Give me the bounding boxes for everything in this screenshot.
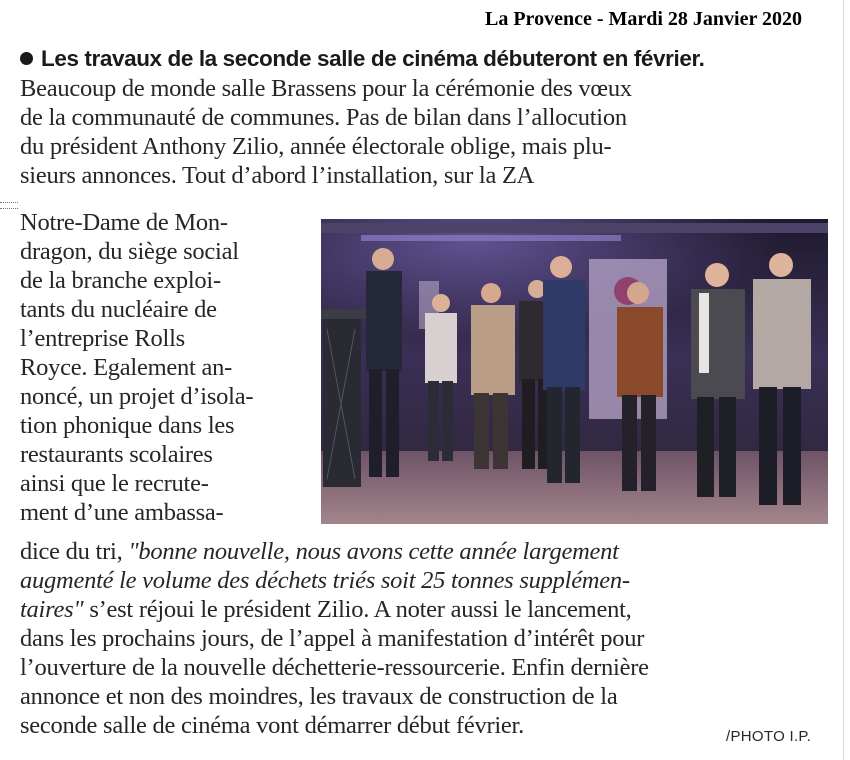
body-text: s’est réjoui le président Zilio. A noter aussi le lancement, [83,596,632,623]
column-marker [0,202,18,209]
body-line: dans les prochains jours, de l’appel à manifestation d’intérêt pour [20,625,645,652]
body-line: dragon, du siège social [20,238,239,265]
quote-text: taires" [20,596,84,623]
quote-text: "bonne nouvelle, nous avons cette année largement [128,538,619,565]
body-line: restaurants scolaires [20,441,213,468]
body-line: seconde salle de cinéma vont démarrer début février. [20,712,524,739]
photo-credit: /PHOTO I.P. [726,728,812,745]
body-line: ainsi que le recrute- [20,470,209,497]
headline-text: Les travaux de la seconde salle de cinéma débuteront en février. [41,46,705,71]
column-rule [843,0,844,760]
body-line: annonce et non des moindres, les travaux de construction de la [20,683,618,710]
body-line: tion phonique dans les [20,412,235,439]
body-line [20,537,619,566]
ceremony-photo-illustration [321,219,828,524]
ceremony-photo [321,219,828,524]
newspaper-masthead: La Provence - Mardi 28 Janvier 2020 [485,8,802,30]
quote-line: augmenté le volume des déchets triés soit 25 tonnes supplémen- [20,567,630,594]
body-line: l’ouverture de la nouvelle déchetterie-ressourcerie. Enfin dernière [20,654,649,681]
body-line: de la communauté de communes. Pas de bilan dans l’allocution [20,104,627,131]
bullet-icon [20,52,33,65]
article-headline [20,44,810,74]
body-line: ment d’une ambassa- [20,499,224,526]
body-line: Beaucoup de monde salle Brassens pour la cérémonie des vœux [20,75,632,102]
body-text: dice du tri, [20,538,129,565]
body-line: de la branche exploi- [20,267,221,294]
body-line: du président Anthony Zilio, année électorale oblige, mais plu- [20,133,612,160]
body-line: tants du nucléaire de [20,296,217,323]
body-line: noncé, un projet d’isola- [20,383,254,410]
body-line: Royce. Egalement an- [20,354,233,381]
body-line [20,595,632,624]
body-line: Notre-Dame de Mon- [20,209,228,236]
body-line: l’entreprise Rolls [20,325,185,352]
body-line: sieurs annonces. Tout d’abord l’installation, sur la ZA [20,162,535,189]
